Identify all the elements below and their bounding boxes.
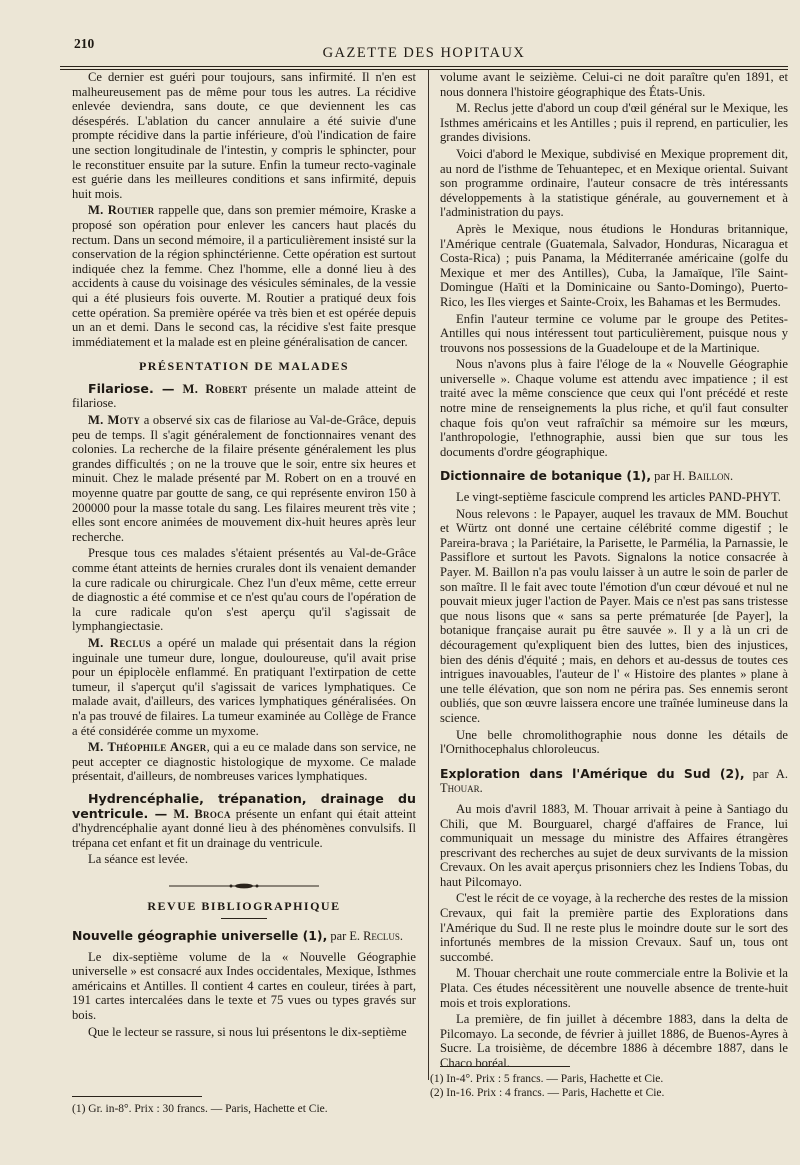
footnote: (2) In-16. Prix : 4 francs. — Paris, Hachette et Cie.: [430, 1087, 665, 1099]
article-byline: par E.: [327, 929, 364, 944]
paragraph: Le dix-septième volume de la « Nouvelle Géographie universelle » est consacré aux Indes occidentales, Mexique, Isthmes américains et Antilles. Il contient 4 cartes en couleur, tirées à part, 191 cartes intercalées dans le texte et 75 vues ou types gravés sur bois.: [72, 949, 416, 1023]
paragraph: La séance est levée.: [88, 852, 188, 867]
paragraph: M. Thouar cherchait une route commerciale entre la Bolivie et la Plata. Ces études nécessitèrent une nouvelle absence de trente-huit mois et trois explorations.: [440, 966, 788, 1010]
ornament-divider: [72, 879, 416, 894]
footnote-rule: [72, 1096, 202, 1097]
paragraph: [72, 792, 416, 850]
article-byline: par A.: [744, 766, 788, 781]
ornament-rule-icon: [169, 882, 319, 890]
article-title: [72, 929, 416, 944]
paragraph: [72, 413, 416, 544]
article-title: [440, 469, 788, 484]
left-column: [72, 70, 416, 1041]
paragraph: Presque tous ces malades s'étaient présentés au Val-de-Grâce comme étant atteints de hernies crurales dont ils venaient demander la cure radicale ou chirurgicale. Chez l'un d'eux même, cette erreur de diagnostic a été commise et ce n'est qu'au cours de l'opération de la cure radicale qu'on s'est aperçu qu'il s'agissait de lymphangiectasie.: [72, 546, 416, 634]
column-divider: [428, 70, 429, 1080]
paragraph: Nous relevons : le Papayer, auquel les travaux de MM. Bouchut et Würtz ont donné une certaine célébrité comme digestif ; le Pareira-brava ; la Pariétaire, la Parisette, le Parmélia, la Parnassie, le Passiflore et surtout les Pavots. Signalons la notice consacrée à Payer. M. Baillon n'a pas voulu laisser à un autre le soin de parler de son maître. Il le fait avec toute l'émotion d'un cœur dévoué et nul ne pouvait mieux juger l'action de Payer. Mais ce n'est pas sans tristesse que nous lisons que « sans sa perte prématurée [de Payer], la botanique française aurait pu être sauvée ». Il y a là un cri de découragement qu'expliquent bien des luttes, bien des injustices, bien des dénis d'équité ; mais, en dehors et au-dessus de toutes ces intrigues inavouables, l'auteur de l' « Histoire des plantes » plane à une telle élévation, que son nom ne périra pas. Ses ennemis seront oubliés, que son œuvre laissera encore une traînée lumineuse dans la science.: [440, 506, 788, 725]
paragraph: M. Reclus jette d'abord un coup d'œil général sur le Mexique, les Isthmes américains et les Antilles ; puis il reprend, en particulier, les grandes divisions.: [440, 101, 788, 145]
footnote: (1) In-4°. Prix : 5 francs. — Paris, Hachette et Cie.: [430, 1073, 664, 1085]
paragraph: C'est le récit de ce voyage, à la recherche des restes de la mission Crevaux, qui fait la première partie des Explorations dans l'Amérique du Sud. Il ne reste plus le moindre doute sur le sort des infortunés membres de la mission Crevaux. Sauf un, tous ont succombé.: [440, 891, 788, 964]
paragraph-text: , qui a eu ce malade dans son service, ne peut accepter ce diagnostic histologique de myxome. Ce malade présentait, d'ailleurs, de nombreuses varices lymphatiques.: [72, 740, 416, 784]
paragraph: [72, 636, 416, 738]
case-title: Filariose.: [88, 380, 154, 396]
running-title: GAZETTE DES HOPITAUX: [322, 45, 526, 61]
article-title: [440, 767, 788, 796]
paragraph: volume avant le seizième. Celui-ci ne doit paraître qu'en 1891, et nous donnera l'histoire géographique des États-Unis.: [440, 70, 788, 99]
speaker-name: M. Moty: [88, 413, 141, 428]
paragraph: [72, 203, 416, 349]
paragraph: Nous n'avons plus à faire l'éloge de la « Nouvelle Géographie universelle ». Chaque volume est attendu avec impatience ; il est traité avec la même conscience que ceux qui l'ont précédé et reste notre mine de renseignements la plus riche, et qu'il faut consulter chaque fois qu'on veut rafraîchir sa mémoire sur les mœurs, l'anthropologie, l'ethnographie, aussi bien que sur tous les documents d'ordre géographique.: [440, 357, 788, 459]
header-rule: [60, 66, 788, 67]
paragraph: Voici d'abord le Mexique, subdivisé en Mexique proprement dit, au nord de l'isthme de Tehuantepec, et en Mexique oriental. Suivant son programme ordinaire, l'auteur consacre de très intéressants développements à la statistique générale, au gouvernement et à l'administration du pays.: [440, 146, 788, 220]
right-column: [440, 70, 788, 1073]
paragraph-text: présente un enfant qui était atteint d'hydrencéphalie ayant donné lieu à des phénomènes convulsifs. Il trépana cet enfant et fit un drainage du ventricule.: [72, 806, 416, 850]
paragraph: Ce dernier est guéri pour toujours, sans infirmité. Il n'en est malheureusement pas de même pour tous les autres. La récidive enlevée deviendra, sans doute, ce que deviennent les cas désespérés. L'ablation du cancer annulaire a été suivie d'une prompte récidive dans la partie inférieure, d'où l'indication de faire une section longitudinale de l'intestin, y compris le sphincter, pour le reconstituer ensuite par la suture. Enfin la tumeur recto-vaginale est guérie dans les meilleures conditions et sans infirmité, depuis huit mois.: [72, 70, 416, 201]
article-title-end: .: [729, 469, 734, 484]
article-title-text: Nouvelle géographie universelle (1),: [72, 928, 328, 944]
paragraph-text: a observé six cas de filariose au Val-de-Grâce, depuis peu de temps. Il s'agit généralement de fonctionnaires venant des colonies. La recherche de la filaire présente généralement les plus grandes difficultés ; on ne la trouve que le soir, entre six heures et minuit. Chez le malade présenté par M. Robert on en a trouvé en moyenne quatre par goutte de sang, ce qui représente environ 150 à 200000 pour la masse totale du sang. Les filaires meurent très vite ; elles sont encore animées de mouvement dix-huit heures après leur recherche.: [72, 413, 416, 544]
section-heading: PRÉSENTATION DE MALADES: [138, 359, 350, 374]
case-title: Hydrencéphalie, trépanation, drainage du ventricule.: [72, 790, 416, 821]
speaker-name: M. Reclus: [88, 635, 151, 650]
page-number: 210: [74, 36, 95, 51]
footnote-rule: [440, 1066, 570, 1067]
paragraph-text: rappelle que, dans son premier mémoire, Kraske a proposé son opération pour enlever les cancers haut placés du rectum. Dans un second mémoire, il a particulièrement insisté sur la conservation de la région sphinctérienne. Cette opération est surtout indiquée chez la femme. Chez l'homme, elle a donné lieu à des accidents à cause du voisinage des vésicules séminales, de la vessie qui a été plusieurs fois ouverte. M. Routier a pratiqué deux fois cette opération. Sa première opérée va très bien et est opérée depuis un an et demi. Dans le second cas, la récidive s'est faite presque immédiatement et la malade est en pleine généralisation de cancer.: [72, 203, 416, 349]
paragraph: [72, 740, 416, 784]
section-rule: [221, 918, 267, 919]
footnote-left: [72, 1102, 412, 1116]
page-header: [60, 32, 788, 66]
article-title-end: .: [479, 781, 483, 796]
article-title-text: Exploration dans l'Amérique du Sud (2),: [440, 765, 745, 781]
article-author: Baillon: [688, 469, 730, 484]
article-author: Thouar: [440, 781, 480, 796]
speaker-name: M. Théophile Anger: [88, 740, 207, 755]
paragraph: Enfin l'auteur termine ce volume par le groupe des Petites-Antilles qui nous intéressent tout particulièrement, puisque nous y trouvons nos possessions de la Guadeloupe et de la Martinique.: [440, 311, 788, 355]
footnote-right: [430, 1072, 780, 1100]
speaker-name: M. Routier: [88, 203, 155, 218]
speaker-name: M. Robert: [182, 381, 248, 396]
paragraph: La première, de fin juillet à décembre 1883, dans la delta de Pilcomayo. La seconde, de février à juillet 1886, de Buenos-Ayres à Sucre. La troisième, de décembre 1886 à décembre 1887, dans le Chaco boréal.: [440, 1012, 788, 1070]
paragraph: Au mois d'avril 1883, M. Thouar arrivait à peine à Santiago du Chili, que M. Bourguarel, chargé d'affaires de France, lui communiquait un message du ministre des Affaires étrangères prescrivant des recherches au sujet de deux survivants de la mission Crevaux. On les avait aperçus prisonniers chez les Indiens Tobas, du haut Pilcomayo.: [440, 801, 788, 889]
paragraph: [72, 382, 416, 411]
article-byline: par H.: [651, 469, 689, 484]
paragraph: Après le Mexique, nous étudions le Honduras britannique, l'Amérique centrale (Guatemala, Salvador, Honduras, Nicaragua et Costa-Rica) ; puis Panama, la Méditerranée américaine (golfe du Mexique et mer des Antilles), Cuba, la Jamaïque, l'île Saint-Domingue (Haïti et la Dominicaine ou Santo-Domingo), Puerto-Rico, les Iles vierges et Sainte-Croix, les Bahamas et les Bermudes.: [440, 221, 788, 309]
paragraph: Le vingt-septième fascicule comprend les articles PAND-PHYT.: [456, 490, 781, 505]
article-title-text: Dictionnaire de botanique (1),: [440, 468, 652, 484]
paragraph-text: a opéré un malade qui présentait dans la région inguinale une tumeur dure, longue, douloureuse, qu'il avait prise pour un épiplocèle enflammé. En pratiquant l'extirpation de cette tumeur, il s'aperçut qu'il s'agissait de varices lymphatiques. Ce malade avait, d'ailleurs, des varices lymphatiques généralisées. On n'a pas trouvé de filaires. La tumeur examinée au Collège de France a été considérée comme un myxome.: [72, 635, 416, 738]
footnote: (1) Gr. in-8°. Prix : 30 francs. — Paris, Hachette et Cie.: [72, 1103, 328, 1115]
dash: —: [153, 380, 183, 396]
speaker-name: M. Broca: [173, 806, 231, 821]
paragraph: Une belle chromolithographie nous donne les détails de l'Ornithocephalus chloroleucus.: [440, 727, 788, 757]
section-heading: REVUE BIBLIOGRAPHIQUE: [147, 899, 341, 914]
article-title-end: .: [399, 929, 403, 944]
dash: —: [148, 805, 174, 821]
paragraph-text: présente un malade atteint de filariose.: [72, 381, 417, 411]
paragraph: Que le lecteur se rassure, si nous lui présentons le dix-septième: [88, 1024, 407, 1039]
article-author: Reclus: [363, 929, 400, 944]
